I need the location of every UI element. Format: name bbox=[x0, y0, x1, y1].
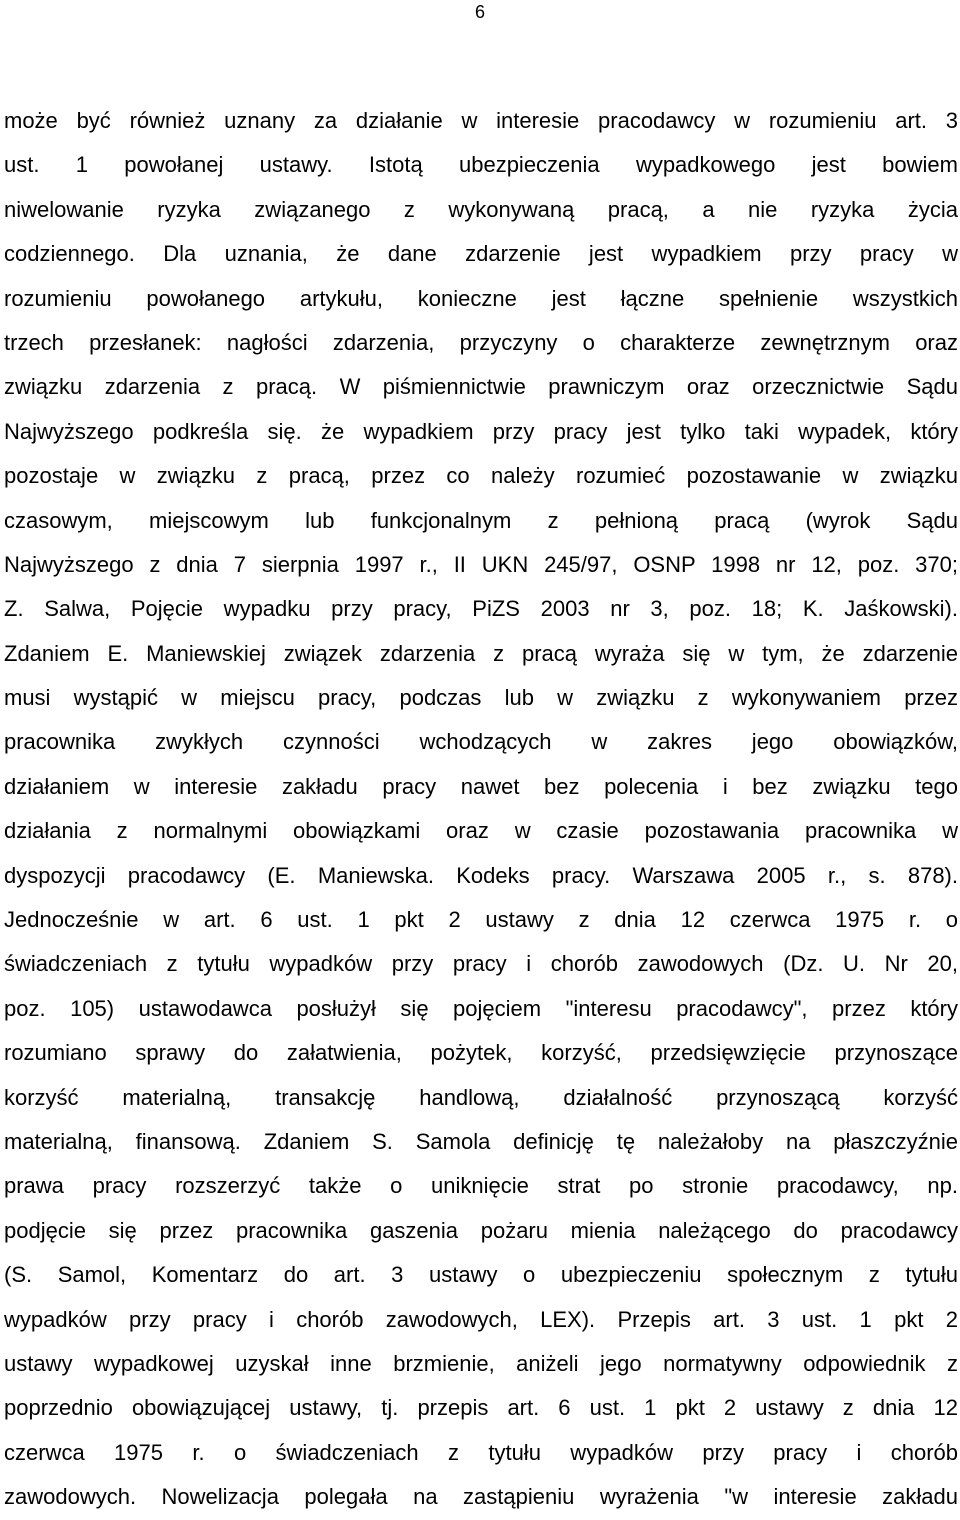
text-line: Zdaniem E. Maniewskiej związek zdarzenia z pracą wyraża się w tym, że zdarzenie bbox=[4, 640, 958, 666]
text-line: niwelowanie ryzyka związanego z wykonywaną pracą, a nie ryzyka życia bbox=[4, 196, 958, 222]
text-line: poz. 105) ustawodawca posłużył się pojęciem "interesu pracodawcy", przez który bbox=[4, 995, 958, 1021]
text-line: prawa pracy rozszerzyć także o uniknięcie strat po stronie pracodawcy, np. bbox=[4, 1173, 958, 1199]
text-line: podjęcie się przez pracownika gaszenia pożaru mienia należącego do pracodawcy bbox=[4, 1217, 958, 1243]
text-line: materialną, finansową. Zdaniem S. Samola definicję tę należałoby na płaszczyźnie bbox=[4, 1128, 958, 1154]
text-line: trzech przesłanek: nagłości zdarzenia, przyczyny o charakterze zewnętrznym oraz bbox=[4, 329, 958, 355]
text-line: ustawy wypadkowej uzyskał inne brzmienie, aniżeli jego normatywny odpowiednik z bbox=[4, 1350, 958, 1376]
text-line: zawodowych. Nowelizacja polegała na zastąpieniu wyrażenia "w interesie zakładu bbox=[4, 1484, 958, 1510]
text-line: Z. Salwa, Pojęcie wypadku przy pracy, PiZS 2003 nr 3, poz. 18; K. Jaśkowski). bbox=[4, 596, 958, 622]
text-line: działaniem w interesie zakładu pracy nawet bez polecenia i bez związku tego bbox=[4, 773, 958, 799]
text-line: czerwca 1975 r. o świadczeniach z tytułu wypadków przy pracy i chorób bbox=[4, 1439, 958, 1465]
text-line: pozostaje w związku z pracą, przez co należy rozumieć pozostawanie w związku bbox=[4, 463, 958, 489]
text-line: korzyść materialną, transakcję handlową, działalność przynoszącą korzyść bbox=[4, 1084, 958, 1110]
text-line: działania z normalnymi obowiązkami oraz w czasie pozostawania pracownika w bbox=[4, 818, 958, 844]
text-line: rozumiano sprawy do załatwienia, pożytek, korzyść, przedsięwzięcie przynoszące bbox=[4, 1040, 958, 1066]
body-paragraph bbox=[4, 99, 958, 1520]
text-line: związku zdarzenia z pracą. W piśmiennictwie prawniczym oraz orzecznictwie Sądu bbox=[4, 374, 958, 400]
text-line: Najwyższego podkreśla się. że wypadkiem przy pracy jest tylko taki wypadek, który bbox=[4, 418, 958, 444]
text-line: rozumieniu powołanego artykułu, konieczne jest łączne spełnienie wszystkich bbox=[4, 285, 958, 311]
text-line: poprzednio obowiązującej ustawy, tj. przepis art. 6 ust. 1 pkt 2 ustawy z dnia 12 bbox=[4, 1395, 958, 1421]
text-line: codziennego. Dla uznania, że dane zdarzenie jest wypadkiem przy pracy w bbox=[4, 241, 958, 267]
text-line: ust. 1 powołanej ustawy. Istotą ubezpieczenia wypadkowego jest bowiem bbox=[4, 152, 958, 178]
text-line: świadczeniach z tytułu wypadków przy pracy i chorób zawodowych (Dz. U. Nr 20, bbox=[4, 951, 958, 977]
text-line: Jednocześnie w art. 6 ust. 1 pkt 2 ustawy z dnia 12 czerwca 1975 r. o bbox=[4, 907, 958, 933]
text-line: Najwyższego z dnia 7 sierpnia 1997 r., II UKN 245/97, OSNP 1998 nr 12, poz. 370; bbox=[4, 551, 958, 577]
text-line: czasowym, miejscowym lub funkcjonalnym z pełnioną pracą (wyrok Sądu bbox=[4, 507, 958, 533]
text-line: dyspozycji pracodawcy (E. Maniewska. Kodeks pracy. Warszawa 2005 r., s. 878). bbox=[4, 862, 958, 888]
text-line: (S. Samol, Komentarz do art. 3 ustawy o ubezpieczeniu społecznym z tytułu bbox=[4, 1262, 958, 1288]
text-line: musi wystąpić w miejscu pracy, podczas lub w związku z wykonywaniem przez bbox=[4, 685, 958, 711]
text-line: pracownika zwykłych czynności wchodzących w zakres jego obowiązków, bbox=[4, 729, 958, 755]
page-number: 6 bbox=[474, 2, 485, 22]
text-line: może być również uznany za działanie w interesie pracodawcy w rozumieniu art. 3 bbox=[4, 108, 958, 133]
text-line: wypadków przy pracy i chorób zawodowych, LEX). Przepis art. 3 ust. 1 pkt 2 bbox=[4, 1306, 958, 1332]
